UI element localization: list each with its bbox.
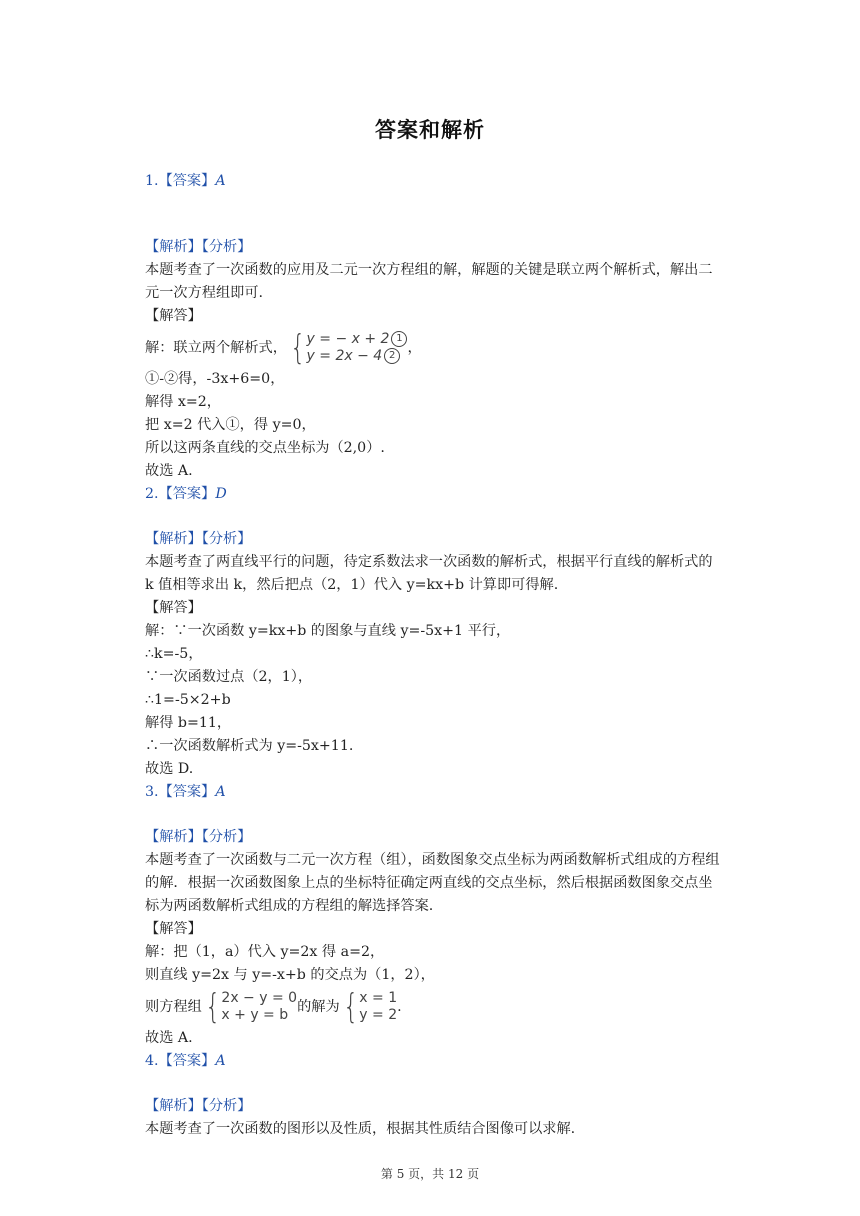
q2-step-4: ∴1=-5×2+b [145, 692, 231, 708]
circled-two-icon: 2 [384, 348, 400, 364]
circled-one-icon: 1 [391, 331, 407, 347]
q1-solve-head: 【解答】 [145, 308, 202, 324]
q3-solution-y: y = 2 [359, 1007, 398, 1023]
q1-step-1-end: ， [407, 340, 422, 356]
q2-step-5: 解得 b=11， [145, 715, 232, 731]
q1-step-1-text: 解：联立两个解析式， [145, 340, 287, 356]
q3-step-4: 故选 A. [145, 1030, 193, 1046]
page-title: 答案和解析 [375, 118, 485, 142]
q3-solution-x: x = 1 [359, 990, 398, 1006]
q1-analysis-head: 【解析】【分析】 [145, 239, 252, 255]
q3-analysis-head: 【解析】【分析】 [145, 829, 252, 845]
q1-answer [145, 170, 720, 193]
q2-answer-value: D [215, 486, 227, 502]
q4-analysis-text: 本题考查了一次函数的图形以及性质，根据其性质结合图像可以求解. [145, 1121, 576, 1137]
page-footer: 第 5 页，共 12 页 [380, 1167, 480, 1181]
q3-answer-value: A [215, 784, 226, 800]
q2-step-3: ∵一次函数过点（2，1）， [145, 669, 313, 685]
q2-analysis-head: 【解析】【分析】 [145, 531, 252, 547]
q1-answer-label: 【答案】 [158, 173, 216, 189]
q3-step-3-mid: 的解为 [297, 999, 340, 1015]
q3-step-3-end: . [397, 999, 402, 1015]
q3-analysis-text: 本题考查了一次函数与二元一次方程（组），函数图象交点坐标为两函数解析式组成的方程组的解．根据一次函数图象上点的坐标特征确定两直线的交点坐标，然后根据函数图象交点坐标为两函数解析式组成的方程组的解选择答案. [145, 852, 720, 914]
q1-step-1 [145, 328, 720, 368]
q3-step-3-prefix: 则方程组 [145, 999, 202, 1015]
q4-answer-value: A [215, 1053, 226, 1069]
q2-step-2: ∴k=-5， [145, 646, 203, 662]
q1-step-2: ①-②得，-3x+6=0， [145, 371, 285, 387]
q3-system-eq-1: 2x − y = 0 [221, 990, 298, 1006]
q1-step-4: 把 x=2 代入①，得 y=0， [145, 417, 316, 433]
q3-equation-system: { 2x − y = 0 x + y = b [205, 987, 298, 1027]
q4-answer [145, 1050, 720, 1073]
q1-number: 1. [145, 173, 159, 189]
q2-answer [145, 483, 720, 506]
q3-step-1: 解：把（1，a）代入 y=2x 得 a=2， [145, 944, 385, 960]
q3-system-eq-2: x + y = b [221, 1007, 289, 1023]
answer-content [145, 170, 720, 1141]
q2-number: 2. [145, 486, 159, 502]
q1-step-3: 解得 x=2， [145, 394, 221, 410]
q1-equation-2: y = 2x − 4 2 [307, 348, 408, 365]
q1-step-6: 故选 A. [145, 463, 193, 479]
q3-answer-label: 【答案】 [158, 784, 216, 800]
q4-number: 4. [145, 1053, 159, 1069]
q3-answer [145, 781, 720, 804]
q1-equation-system: { y = − x + 2 1 y = 2x − 4 2 [287, 331, 408, 365]
q2-solve-head: 【解答】 [145, 600, 202, 616]
q1-equation-1: y = − x + 2 1 [307, 331, 408, 348]
q3-step-2: 则直线 y=2x 与 y=-x+b 的交点为（1，2）， [145, 967, 435, 983]
q1-analysis-text: 本题考查了一次函数的应用及二元一次方程组的解，解题的关键是联立两个解析式，解出二元一次方程组即可. [145, 262, 713, 301]
q3-solution-system: { x = 1 y = 2 [342, 987, 398, 1027]
q3-number: 3. [145, 784, 159, 800]
q2-step-1: 解：∵一次函数 y=kx+b 的图象与直线 y=-5x+1 平行， [145, 623, 511, 639]
q3-solve-head: 【解答】 [145, 921, 202, 937]
q4-answer-label: 【答案】 [158, 1053, 216, 1069]
q2-step-7: 故选 D. [145, 761, 194, 777]
q1-answer-value: A [215, 173, 226, 189]
q3-step-3 [145, 987, 720, 1027]
q2-answer-label: 【答案】 [158, 486, 216, 502]
q2-step-6: ∴一次函数解析式为 y=-5x+11. [145, 738, 354, 754]
q2-analysis-text: 本题考查了两直线平行的问题，待定系数法求一次函数的解析式，根据平行直线的解析式的 k 值相等求出 k，然后把点（2，1）代入 y=kx+b 计算即可得解. [145, 554, 713, 593]
q4-analysis-head: 【解析】【分析】 [145, 1098, 252, 1114]
q1-step-5: 所以这两条直线的交点坐标为（2,0）. [145, 440, 385, 456]
